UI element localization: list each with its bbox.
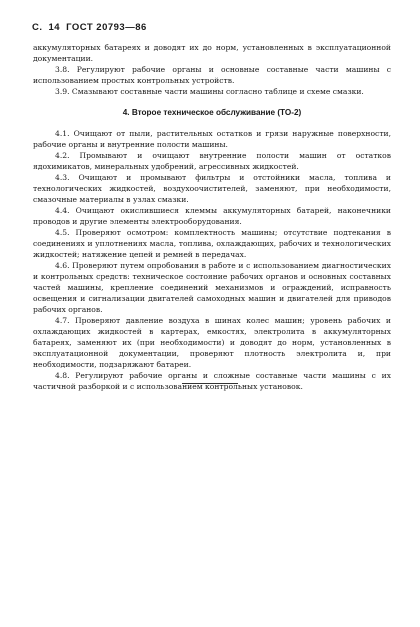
paragraph-4-4: 4.4. Очищают окислившиеся клеммы аккумуляторных батарей, наконечники проводов и другие элементы электрооборудования. bbox=[33, 206, 391, 226]
page-prefix: С. bbox=[32, 22, 43, 33]
page-header bbox=[32, 22, 153, 33]
paragraph-4-8: 4.8. Регулируют рабочие органы и сложные составные части машины с их частичной разборкой и с использованием контрольных установок. bbox=[33, 371, 391, 391]
paragraph-3-9: 3.9. Смазывают составные части машины согласно таблице и схеме смазки. bbox=[55, 87, 364, 96]
paragraph-4-1: 4.1. Очищают от пыли, растительных остатков и грязи наружные поверхности, рабочие органы и внутренние полости машины. bbox=[33, 129, 391, 149]
section-title: 4. Второе техническое обслуживание (ТО-2) bbox=[122, 108, 302, 117]
continuation-paragraph: аккумуляторных батареях и доводят их до норм, установленных в эксплуатационной документации. bbox=[33, 43, 391, 63]
standard-code: ГОСТ 20793—86 bbox=[66, 22, 147, 33]
paragraph-4-3: 4.3. Очищают и промывают фильтры и отстойники масла, топлива и технологических жидкостей, воздухоочистителей, заменяют, при необходимости, смазочные материалы в узлах смазки. bbox=[33, 173, 391, 204]
end-divider bbox=[182, 383, 238, 384]
body-text bbox=[33, 42, 391, 392]
paragraph-4-2: 4.2. Промывают и очищают внутренние полости машин от остатков ядохимикатов, минеральных удобрений, агрессивных жидкостей. bbox=[33, 151, 391, 171]
paragraph-4-7: 4.7. Проверяют давление воздуха в шинах колес машин; уровень рабочих и охлаждающих жидкостей в картерах, емкостях, электролита в аккумуляторных батареях, заменяют их (при необходимости) и доводят до норм, установленных в эксплуатационной документации, проверяют плотность электролита и, при необходимости, подзаряжают батареи. bbox=[33, 316, 391, 369]
paragraph-4-5: 4.5. Проверяют осмотром: комплектность машины; отсутствие подтекания в соединениях и уплотнениях масла, топлива, охлаждающих, рабочих и технологических жидкостей; натяжение цепей и ремней в передачах. bbox=[33, 228, 391, 259]
paragraph-4-6: 4.6. Проверяют путем опробования в работе и с использованием диагностических и контрольных средств: техническое состояние рабочих органов и основных составных частей машины, крепление соединений механизмов и ограждений, исправность освещения и сигнализации двигателей самоходных машин и двигателей для приводов рабочих органов. bbox=[33, 261, 391, 314]
page-number: 14 bbox=[48, 22, 61, 33]
paragraph-3-8: 3.8. Регулируют рабочие органы и основные составные части машины с использованием простых контрольных устройств. bbox=[33, 65, 391, 85]
